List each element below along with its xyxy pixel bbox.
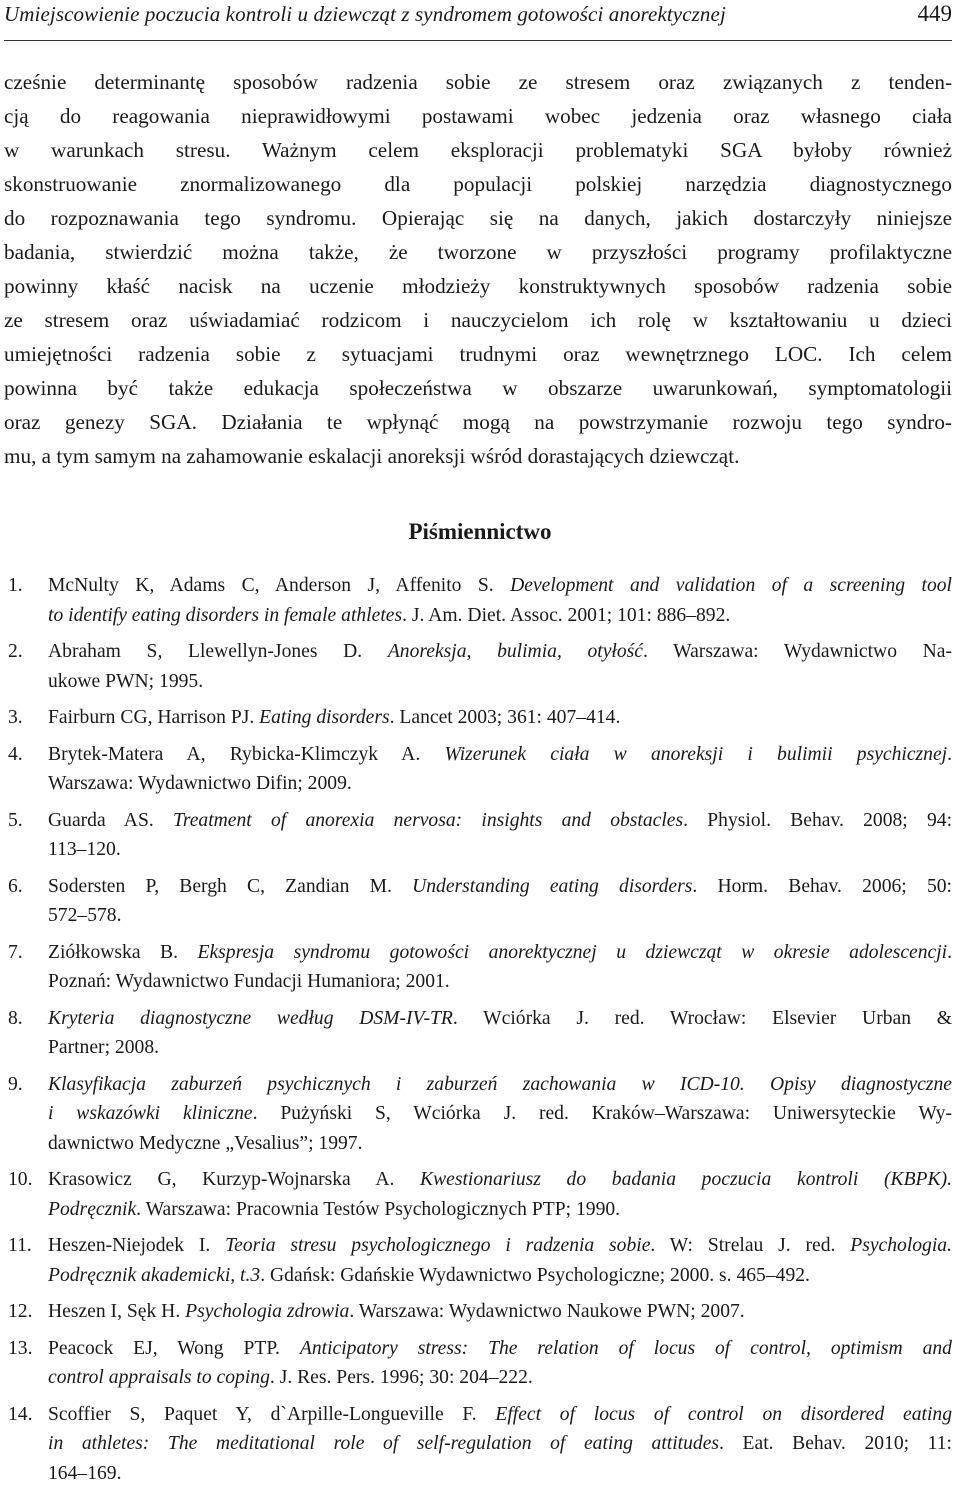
reference-item bbox=[0, 1165, 952, 1224]
reference-line bbox=[48, 1231, 952, 1261]
reference-line bbox=[48, 1195, 952, 1225]
body-paragraph bbox=[4, 65, 952, 473]
reference-line bbox=[48, 835, 952, 865]
reference-number: 13. bbox=[8, 1337, 33, 1359]
reference-number: 12. bbox=[8, 1301, 33, 1322]
reference-line bbox=[48, 1400, 952, 1430]
reference-text: . Gdańsk: Gdańskie Wydawnictwo Psychologiczne; 2000. s. 465–492. bbox=[260, 1264, 810, 1286]
body-line: do rozpoznawania tego syndromu. Opierając się na danych, jakich dostarczyły niniejsze bbox=[4, 206, 952, 230]
reference-text: Heszen-Niejodek I. bbox=[48, 1235, 226, 1256]
header-rule bbox=[4, 40, 952, 41]
reference-text: . Physiol. Behav. 2008; 94: bbox=[683, 809, 953, 831]
reference-line bbox=[48, 872, 952, 902]
reference-item bbox=[0, 1004, 952, 1063]
reference-title: Anticipatory stress: The relation of locus of control, optimism and bbox=[299, 1337, 952, 1359]
reference-text: 572–578. bbox=[48, 905, 122, 926]
reference-text: Guarda AS. bbox=[48, 809, 173, 831]
reference-title: i wskazówki kliniczne bbox=[48, 1103, 253, 1124]
reference-text: Scoffier S, Paquet Y, d`Arpille-Longueville F. bbox=[48, 1403, 496, 1425]
reference-line bbox=[48, 1070, 952, 1100]
reference-line bbox=[48, 1129, 952, 1159]
reference-line bbox=[48, 740, 952, 770]
body-line: cześnie determinantę sposobów radzenia sobie ze stresem oraz związanych z tenden- bbox=[4, 70, 952, 94]
reference-line bbox=[48, 1033, 952, 1063]
reference-text: Poznań: Wydawnictwo Fundacji Humaniora; 2001. bbox=[48, 971, 450, 992]
reference-text: . bbox=[947, 941, 953, 963]
running-header bbox=[4, 0, 952, 34]
reference-item bbox=[0, 740, 952, 799]
reference-text: . Warszawa: Wydawnictwo Na- bbox=[642, 641, 953, 662]
reference-line bbox=[48, 1165, 952, 1195]
reference-line bbox=[48, 601, 952, 631]
reference-text: . J. Res. Pers. 1996; 30: 204–222. bbox=[269, 1367, 533, 1388]
reference-line bbox=[48, 967, 952, 997]
reference-text: . Lancet 2003; 361: 407–414. bbox=[389, 707, 621, 728]
reference-text: . J. Am. Diet. Assoc. 2001; 101: 886–892. bbox=[402, 604, 731, 626]
reference-line bbox=[48, 703, 952, 733]
body-line: w warunkach stresu. Ważnym celem eksploracji problematyki SGA byłoby również bbox=[4, 138, 952, 162]
reference-text: ukowe PWN; 1995. bbox=[48, 670, 204, 692]
body-line: powinny kłaść nacisk na uczenie młodzieży konstruktywnych sposobów radzenia sobie bbox=[4, 274, 952, 298]
section-title: Piśmiennictwo bbox=[408, 519, 552, 544]
reference-text: . Horm. Behav. 2006; 50: bbox=[692, 875, 952, 897]
reference-line bbox=[48, 806, 952, 836]
body-line: mu, a tym samym na zahamowanie eskalacji anoreksji wśród dorastających dziewcząt. bbox=[4, 444, 740, 468]
running-title: Umiejscowienie poczucia kontroli u dziewcząt z syndromem gotowości anorektycznej bbox=[4, 2, 726, 26]
reference-text: 164–169. bbox=[48, 1462, 122, 1484]
reference-title: Teoria stresu psychologicznego i radzenia sobie bbox=[225, 1235, 651, 1256]
body-line: ze stresem oraz uświadamiać rodzicom i nauczycielom ich rolę w kształtowaniu u dzieci bbox=[4, 308, 952, 332]
body-line: powinna być także edukacja społeczeństwa w obszarze uwarunkowań, symptomatologii bbox=[4, 376, 952, 400]
reference-text: Brytek-Matera A, Rybicka-Klimczyk A. bbox=[48, 743, 445, 765]
reference-text: . Warszawa: Pracownia Testów Psychologicznych PTP; 1990. bbox=[136, 1198, 621, 1220]
reference-title: Kwestionariusz do badania poczucia kontroli (KBPK). bbox=[420, 1169, 952, 1190]
reference-title: Kryteria diagnostyczne według DSM-IV-TR bbox=[48, 1007, 453, 1029]
reference-item bbox=[0, 1297, 952, 1327]
reference-title: Psychologia zdrowia bbox=[185, 1301, 350, 1322]
reference-line bbox=[48, 1363, 952, 1393]
reference-line bbox=[48, 1297, 952, 1327]
reference-line bbox=[48, 1261, 952, 1291]
reference-number: 14. bbox=[8, 1403, 33, 1425]
reference-text: Heszen I, Sęk H. bbox=[48, 1301, 186, 1322]
body-line: oraz genezy SGA. Działania te wpłynąć mogą na powstrzymanie rozwoju tego syndro- bbox=[4, 410, 952, 434]
reference-text: . Eat. Behav. 2010; 11: bbox=[719, 1433, 952, 1454]
reference-item bbox=[0, 571, 952, 630]
reference-title: in athletes: The meditational role of self-regulation of eating attitudes bbox=[48, 1433, 720, 1454]
reference-line bbox=[48, 901, 952, 931]
reference-title: Eating disorders bbox=[259, 707, 390, 728]
reference-text: . Warszawa: Wydawnictwo Naukowe PWN; 2007. bbox=[349, 1301, 745, 1322]
reference-title: Understanding eating disorders bbox=[412, 875, 693, 897]
reference-text: . Wciórka J. red. Wrocław: Elsevier Urban & bbox=[452, 1007, 952, 1029]
reference-text: Krasowicz G, Kurzyp-Wojnarska A. bbox=[48, 1169, 421, 1190]
reference-text: . bbox=[947, 743, 952, 765]
reference-text: dawnictwo Medyczne „Vesalius”; 1997. bbox=[48, 1132, 363, 1154]
reference-line bbox=[48, 769, 952, 799]
reference-number: 7. bbox=[8, 941, 23, 963]
reference-item bbox=[0, 637, 952, 696]
reference-number: 1. bbox=[8, 575, 23, 596]
reference-number: 6. bbox=[8, 875, 23, 897]
reference-number: 3. bbox=[8, 707, 23, 728]
page-number: 449 bbox=[917, 1, 952, 26]
reference-line bbox=[48, 1429, 952, 1459]
reference-item bbox=[0, 872, 952, 931]
reference-title: Wizerunek ciała w anoreksji i bulimii psychicznej bbox=[444, 743, 948, 765]
reference-text: Sodersten P, Bergh C, Zandian M. bbox=[48, 875, 413, 897]
reference-item bbox=[0, 1070, 952, 1159]
reference-item bbox=[0, 938, 952, 997]
reference-number: 2. bbox=[8, 641, 23, 662]
reference-title: Ekspresja syndromu gotowości anorektycznej u dziewcząt w okresie adolescencji bbox=[197, 941, 948, 963]
reference-title: Effect of locus of control on disordered eating bbox=[495, 1403, 952, 1425]
reference-text: Ziółkowska B. bbox=[48, 941, 198, 963]
reference-number: 9. bbox=[8, 1073, 23, 1095]
reference-title: Psychologia. bbox=[850, 1235, 952, 1256]
reference-line bbox=[48, 637, 952, 667]
body-line: cją do reagowania nieprawidłowymi postawami wobec jedzenia oraz własnego ciała bbox=[4, 104, 952, 128]
reference-title: Klasyfikacja zaburzeń psychicznych i zaburzeń zachowania w ICD-10. Opisy diagnostyczne bbox=[48, 1073, 952, 1095]
reference-text: . Pużyński S, Wciórka J. red. Kraków–Warszawa: Uniwersyteckie Wy- bbox=[252, 1103, 952, 1124]
reference-title: Treatment of anorexia nervosa: insights and obstacles bbox=[173, 809, 684, 831]
reference-line bbox=[48, 1099, 952, 1129]
reference-line bbox=[48, 1459, 952, 1489]
reference-title: control appraisals to coping bbox=[48, 1367, 270, 1388]
reference-text: Partner; 2008. bbox=[48, 1037, 160, 1058]
reference-line bbox=[48, 938, 952, 968]
reference-title: Anoreksja, bulimia, otyłość bbox=[387, 641, 643, 662]
reference-number: 10. bbox=[8, 1169, 33, 1190]
reference-text: McNulty K, Adams C, Anderson J, Affenito S. bbox=[48, 575, 511, 596]
reference-text: Abraham S, Llewellyn-Jones D. bbox=[48, 641, 388, 662]
reference-number: 5. bbox=[8, 809, 23, 831]
reference-title: Development and validation of a screening tool bbox=[510, 575, 952, 596]
reference-item bbox=[0, 1334, 952, 1393]
body-line: badania, stwierdzić można także, że tworzone w przyszłości programy profilaktyczne bbox=[4, 240, 952, 264]
body-line: skonstruowanie znormalizowanego dla populacji polskiej narzędzia diagnostycznego bbox=[4, 172, 952, 196]
reference-line bbox=[48, 571, 952, 601]
reference-text: Peacock EJ, Wong PTP. bbox=[48, 1337, 300, 1359]
reference-list bbox=[0, 571, 952, 1495]
reference-title: to identify eating disorders in female athletes bbox=[48, 604, 403, 626]
reference-number: 4. bbox=[8, 743, 23, 765]
reference-item bbox=[0, 806, 952, 865]
body-line: umiejętności radzenia sobie z sytuacjami trudnymi oraz wewnętrznego LOC. Ich celem bbox=[4, 342, 952, 366]
reference-line bbox=[48, 1334, 952, 1364]
reference-number: 8. bbox=[8, 1007, 23, 1029]
reference-item bbox=[0, 1400, 952, 1489]
reference-number: 11. bbox=[8, 1235, 32, 1256]
reference-line bbox=[48, 667, 952, 697]
reference-item bbox=[0, 1231, 952, 1290]
reference-text: . W: Strelau J. red. bbox=[650, 1235, 851, 1256]
reference-item bbox=[0, 703, 952, 733]
reference-text: Fairburn CG, Harrison PJ. bbox=[48, 707, 260, 728]
reference-title: Podręcznik bbox=[48, 1198, 137, 1220]
reference-title: Podręcznik akademicki, t.3 bbox=[48, 1264, 261, 1286]
reference-text: Warszawa: Wydawnictwo Difin; 2009. bbox=[48, 773, 352, 794]
reference-text: 113–120. bbox=[48, 839, 121, 860]
reference-line bbox=[48, 1004, 952, 1034]
